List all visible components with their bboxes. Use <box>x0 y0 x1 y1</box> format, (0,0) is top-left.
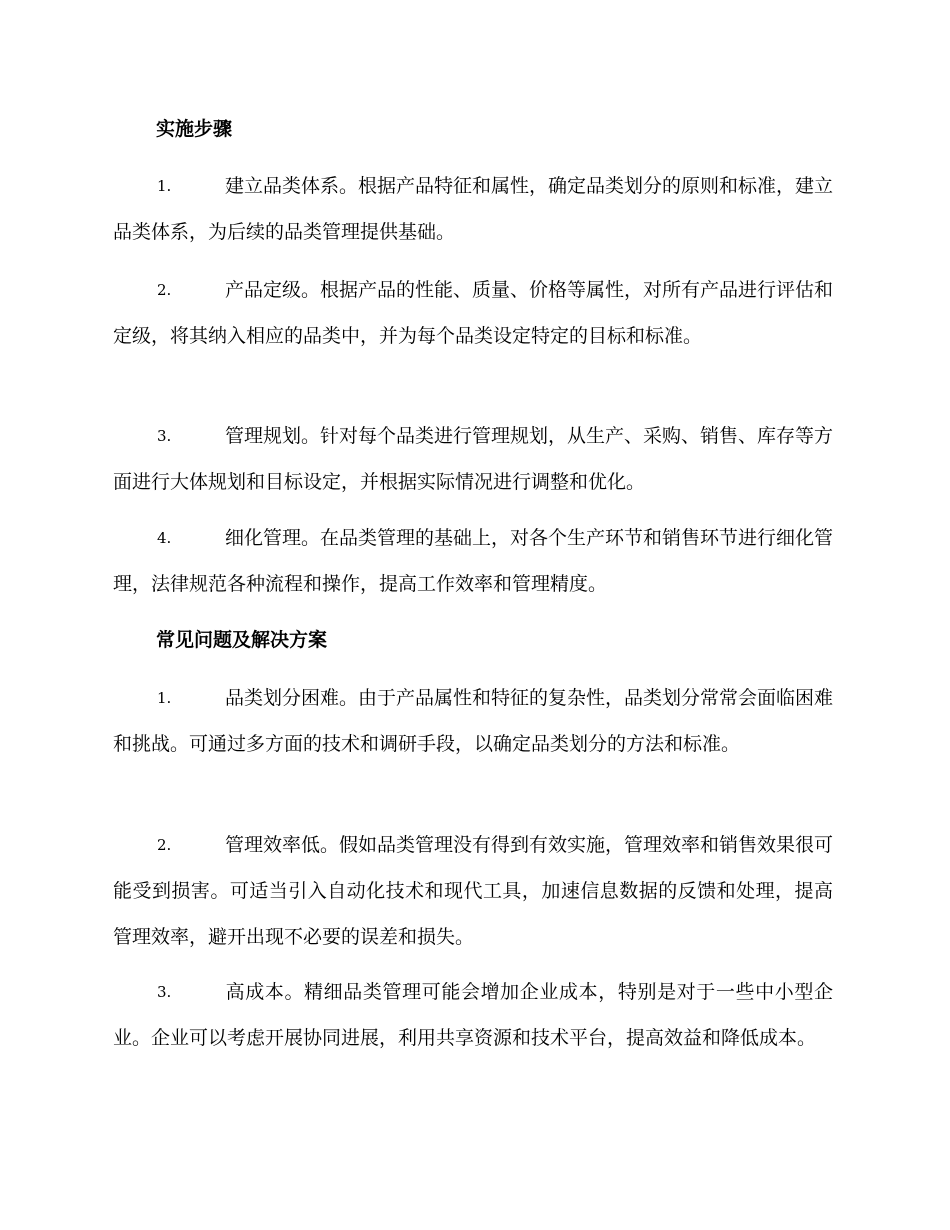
list-item-text: 高成本。精细品类管理可能会增加企业成本，特别是对于一些中小型企业。企业可以考虑开展协同进展，利用共享资源和技术平台，提高效益和降低成本。 <box>113 981 833 1049</box>
list-item-text: 品类划分困难。由于产品属性和特征的复杂性，品类划分常常会面临困难和挑战。可通过多方面的技术和调研手段，以确定品类划分的方法和标准。 <box>113 687 834 755</box>
list-item-number: 4. <box>157 529 172 547</box>
list-item-number: 1. <box>157 689 172 707</box>
list-item-number: 2. <box>157 281 172 299</box>
list-item-text: 管理规划。针对每个品类进行管理规划，从生产、采购、销售、库存等方面进行大体规划和目标设定，并根据实际情况进行调整和优化。 <box>113 425 834 493</box>
list-item <box>113 969 833 1061</box>
list-item <box>113 413 833 505</box>
list-item <box>113 822 833 960</box>
section-heading-common-problems: 常见问题及解决方案 <box>156 629 328 651</box>
list-item-number: 1. <box>157 177 172 195</box>
list-item-text: 细化管理。在品类管理的基础上，对各个生产环节和销售环节进行细化管理，法律规范各种流程和操作，提高工作效率和管理精度。 <box>113 527 834 595</box>
list-item-number: 3. <box>157 983 172 1001</box>
list-item-text: 建立品类体系。根据产品特征和属性，确定品类划分的原则和标准，建立品类体系，为后续的品类管理提供基础。 <box>113 175 834 243</box>
list-item <box>113 515 833 607</box>
list-item <box>113 163 833 255</box>
list-item-number: 2. <box>157 836 172 854</box>
list-item <box>113 267 833 359</box>
section-heading-implementation-steps: 实施步骤 <box>156 118 233 140</box>
list-item <box>113 675 833 767</box>
list-item-text: 管理效率低。假如品类管理没有得到有效实施，管理效率和销售效果很可能受到损害。可适当引入自动化技术和现代工具，加速信息数据的反馈和处理，提高管理效率，避开出现不必要的误差和损失。 <box>113 834 834 948</box>
list-item-text: 产品定级。根据产品的性能、质量、价格等属性，对所有产品进行评估和定级，将其纳入相应的品类中，并为每个品类设定特定的目标和标准。 <box>113 279 834 347</box>
list-item-number: 3. <box>157 427 172 445</box>
